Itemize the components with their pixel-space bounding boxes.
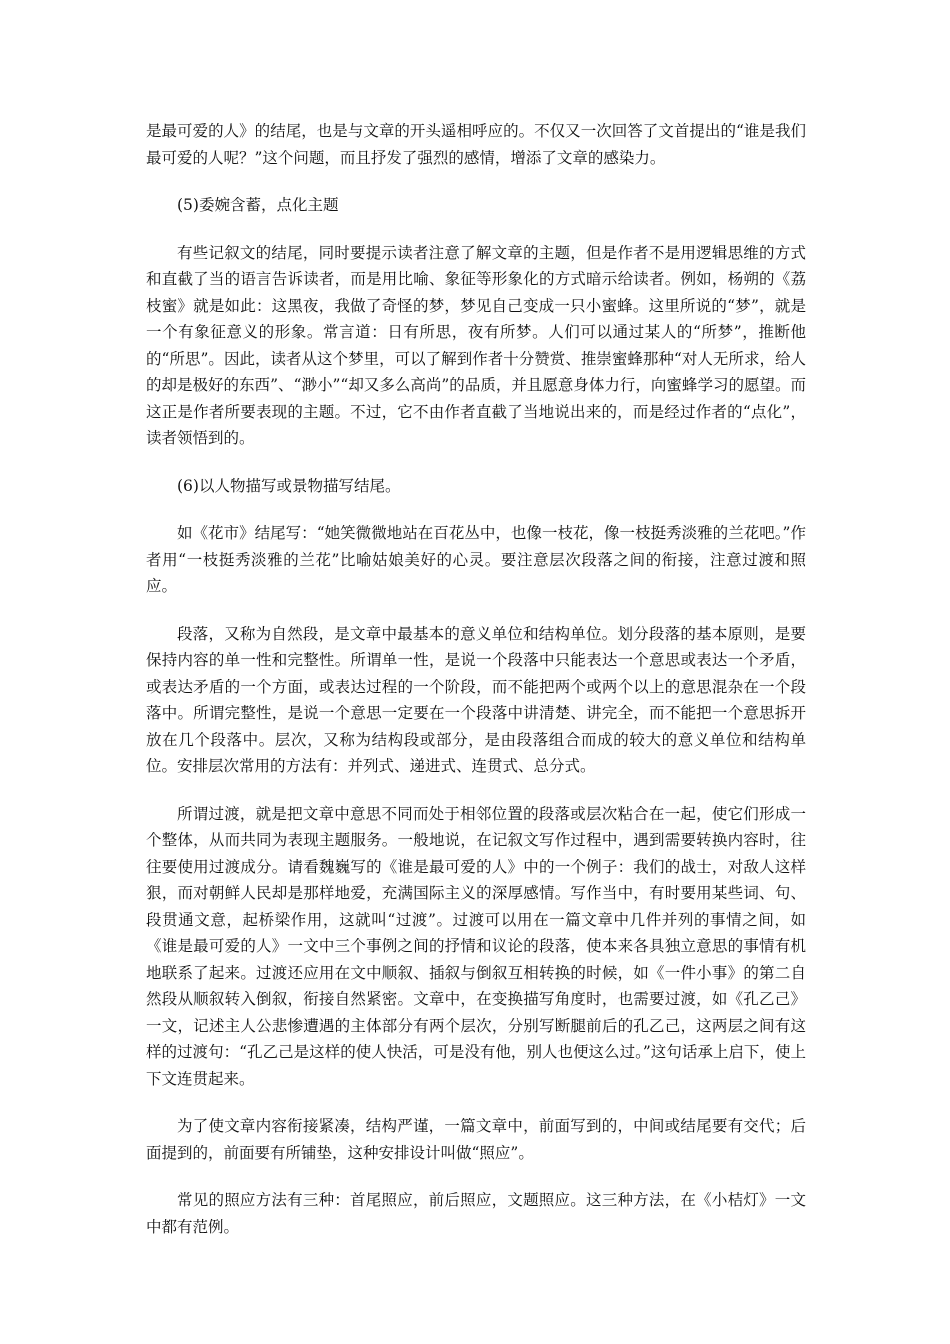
section-heading-5: (5)委婉含蓄，点化主题 bbox=[177, 196, 339, 214]
paragraph-continued-ending: 是最可爱的人》的结尾，也是与文章的开头遥相呼应的。不仅又一次回答了文首提出的“谁是我们最可爱的人呢？”这个问题，而且抒发了强烈的感情，增添了文章的感染力。 bbox=[146, 122, 806, 167]
paragraph-correspondence: 为了使文章内容衔接紧凑，结构严谨，一篇文章中，前面写到的，中间或结尾要有交代；后面提到的，前面要有所铺垫，这种安排设计叫做“照应”。 bbox=[146, 1117, 806, 1162]
paragraph-sections-levels: 段落，又称为自然段，是文章中最基本的意义单位和结构单位。划分段落的基本原则，是要保持内容的单一性和完整性。所谓单一性，是说一个段落中只能表达一个意思或表达一个矛盾，或表达矛盾的一个方面，或表达过程的一个阶段，而不能把两个或两个以上的意思混杂在一个段落中。所谓完整性，是说一个意思一定要在一个段落中讲清楚、讲完全，而不能把一个意思拆开放在几个段落中。层次，又称为结构段或部分，是由段落组合而成的较大的意义单位和结构单位。安排层次常用的方法有：并列式、递进式、连贯式、总分式。 bbox=[146, 624, 806, 775]
paragraph-implicit-theme: 有些记叙文的结尾，同时要提示读者注意了解文章的主题，但是作者不是用逻辑思维的方式和直截了当的语言告诉读者，而是用比喻、象征等形象化的方式暗示给读者。例如，杨朔的《荔枝蜜》就是如此：这黑夜，我做了奇怪的梦，梦见自己变成一只小蜜蜂。这里所说的“梦”，就是一个有象征意义的形象。常言道：日有所思，夜有所梦。人们可以通过某人的“所梦”，推断他的“所思”。因此，读者从这个梦里，可以了解到作者十分赞赏、推崇蜜蜂那种“对人无所求，给人的却是极好的东西”、“渺小”“却又多么高尚”的品质，并且愿意身体力行，向蜜蜂学习的愿望。而这正是作者所要表现的主题。不过，它不由作者直截了当地说出来的，而是经过作者的“点化”，读者领悟到的。 bbox=[146, 243, 806, 447]
paragraph-flower-market: 如《花市》结尾写：“她笑微微地站在百花丛中，也像一枝花，像一枝挺秀淡雅的兰花吧。”作者用“一枝挺秀淡雅的兰花”比喻姑娘美好的心灵。要注意层次段落之间的衔接，注意过渡和照应。 bbox=[146, 524, 806, 595]
section-heading-6: (6)以人物描写或景物描写结尾。 bbox=[177, 476, 401, 495]
paragraph-correspondence-methods: 常见的照应方法有三种：首尾照应，前后照应，文题照应。这三种方法，在《小桔灯》一文中都有范例。 bbox=[146, 1191, 806, 1236]
document-page bbox=[146, 118, 806, 1240]
paragraph-transitions: 所谓过渡，就是把文章中意思不同而处于相邻位置的段落或层次粘合在一起，使它们形成一个整体，从而共同为表现主题服务。一般地说，在记叙文写作过程中，遇到需要转换内容时，往往要使用过渡成分。请看魏巍写的《谁是最可爱的人》中的一个例子：我们的战士，对敌人这样狠，而对朝鲜人民却是那样地爱，充满国际主义的深厚感情。写作当中，有时要用某些词、句、段贯通文意，起桥梁作用，这就叫“过渡”。过渡可以用在一篇文章中几件并列的事情之间，如《谁是最可爱的人》一文中三个事例之间的抒情和议论的段落，使本来各具独立意思的事情有机地联系了起来。过渡还应用在文中顺叙、插叙与倒叙互相转换的时候，如《一件小事》的第二自然段从顺叙转入倒叙，衔接自然紧密。文章中，在变换描写角度时，也需要过渡，如《孔乙己》一文，记述主人公悲惨遭遇的主体部分有两个层次，分别写断腿前后的孔乙己，这两层之间有这样的过渡句：“孔乙己是这样的使人快活，可是没有他，别人也便这么过。”这句话承上启下，使上下文连贯起来。 bbox=[146, 804, 806, 1088]
